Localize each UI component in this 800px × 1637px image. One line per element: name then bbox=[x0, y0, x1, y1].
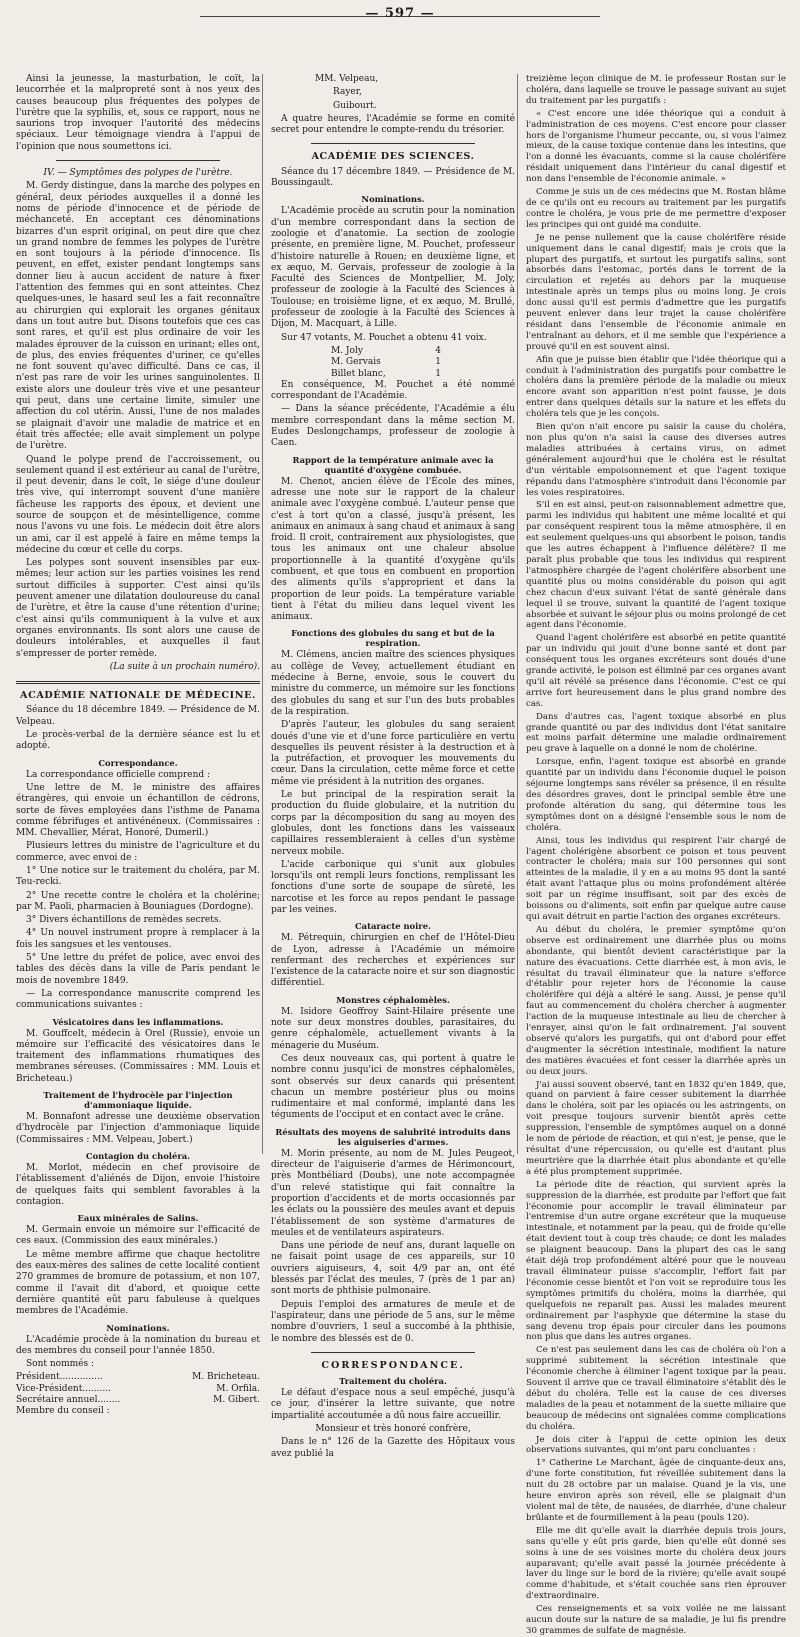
subheading: Cataracte noire. bbox=[355, 921, 431, 932]
paragraph: Ainsi, tous les individus qui respirent l'air chargé de l'agent cholérigène absorbent ce poison et tous peuvent contracter le choléra; mais sur 100 personnes qui sont atteintes de la maladie, il y en a au moins 95 dont la santé était avant l'attaque plus ou moins profondément altérée soit par un régime insuffisant, soit par des excès de boissons ou d'aliments, soit enfin par quelque autre cause qui avait détruit en partie l'action des organes excréteurs. bbox=[526, 835, 786, 922]
paragraph: Je ne pense nullement que la cause cholérifère réside uniquement dans le canal digestif; mais je crois que la plupart des purgatifs, et surtout les purgatifs salins, sont absorbés dans l'estomac, portés dans le torrent de la circulation et rejetés au dehors par la muqueuse intestinale après un temps plus ou moins long. Je crois donc aussi qu'il est permis d'admettre que les purgatifs peuvent enlever dans leur trajet la cause cholérifère résidant dans l'ensemble de l'économie animale en l'entraînant au dehors, et il me semble que l'expérience a prouvé qu'il en est souvent ainsi. bbox=[526, 232, 786, 352]
paragraph: — La correspondance manuscrite comprend les communications suivantes : bbox=[16, 988, 260, 1011]
subheading: Contagion du choléra. bbox=[85, 1150, 191, 1161]
vote-count: 1 bbox=[435, 368, 441, 379]
paragraph: Afin que je puisse bien établir que l'idée théorique qui a conduit à l'administration des purgatifs pour combattre le choléra dans la première période de la maladie ou mieux encore avant son apparition n'est point fausse, je dois entrer dans quelques détails sur la nature et les effets du choléra tels que je les conçois. bbox=[526, 354, 786, 420]
continuation-note: (La suite à un prochain numéro). bbox=[109, 661, 260, 672]
member-name: Rayer, bbox=[333, 87, 362, 98]
paragraph: M. Germain envoie un mémoire sur l'efficacité de ces eaux. (Commission des eaux minérales.) bbox=[16, 1225, 260, 1247]
paragraph: 5° Une lettre du préfet de police, avec envoi des tables des décès dans la ville de Paris pendant le mois de novembre 1849. bbox=[16, 953, 260, 986]
paragraph: — Dans la séance précédente, l'Académie a élu membre correspondant dans la même section M. Eudes Deslongchamps, professeur de zoologie à Caen. bbox=[271, 404, 515, 449]
paragraph: Le défaut d'espace nous a seul empêché, jusqu'à ce jour, d'insérer la lettre suivante, que notre impartialité accoutumée a dû nous faire accueillir. bbox=[271, 1388, 515, 1421]
session-line: Séance du 17 décembre 1849. — Présidence de M. Boussingault. bbox=[271, 166, 515, 189]
paragraph: Lorsque, enfin, l'agent toxique est absorbé en grande quantité par un individu dans l'économie duquel le poison séjourne longtemps sans révéler sa présence, il en résulte des désordres graves, dont le principal semble être une profonde altération du sang, qui détermine tous les symptômes dont on a désigné l'ensemble sous le nom de choléra. bbox=[526, 757, 786, 833]
paragraph: Ces deux nouveaux cas, qui portent à quatre le nombre connu jusqu'ici de monstres céphalomèles, sont observés sur deux canards qui présentent chacun un membre postérieur plus ou moins rudimentaire et mal conformé, implanté dans les téguments de l'occiput et en contact avec le crâne. bbox=[271, 1053, 515, 1121]
paragraph: M. Clémens, ancien maître des sciences physiques au collège de Vevey, actuellement étudiant en médecine à Berne, envoie, sous le couvert du ministre du commerce, un mémoire sur les fonctions des globules du sang et sur l'un des buts probables de la respiration. bbox=[271, 650, 515, 717]
paragraph: M. Isidore Geoffroy Saint-Hilaire présente une note sur deux monstres doubles, parasitaires, du genre céphalomèle, actuellement vivants à la ménagerie du Muséum. bbox=[271, 1006, 515, 1051]
paragraph: 4° Un nouvel instrument propre à remplacer à la fois les sangsues et les ventouses. bbox=[16, 928, 260, 950]
paragraph: M. Gerdy distingue, dans la marche des polypes en général, deux périodes auxquelles il a donné les noms de période d'innocence et de période de méchanceté. En acceptant ces dénominations bizarres d'un esprit original, on peut dire que chez un grand nombre de femmes les polypes de l'urètre en sont toujours à la période d'innocence. Ils peuvent, en effet, exister pendant longtemps sans donner lieu à aucun accident de nature à fixer l'attention des femmes qui en sont atteintes. Chez quelques-unes, le hasard seul les a fait reconnaître au chirurgien qui explorait les organes génitaux dans un tout autre but. Disons toutefois que ces cas sont rares, et qu'il est plus ordinaire de voir les malades éprouver de la cuisson en urinant; elles ont, de plus, des envies fréquentes d'uriner, ce qu'elles ne font souvent qu'avec difficulté. Dans ce cas, il n'est pas rare de voir les urines sanguinolentes. Il existe alors une douleur très vive et une pesanteur qui peut, dans une certaine limite, simuler une affection du col utérin. Aussi, l'une de nos malades se plaignait d'avoir une maladie de matrice et en était très affectée; elle avait simplement un polype de l'urètre. bbox=[16, 181, 260, 452]
paragraph: treizième leçon clinique de M. le professeur Rostan sur le choléra, dans laquelle se trouve le passage suivant au sujet du traitement par les purgatifs : bbox=[526, 74, 786, 106]
separator bbox=[56, 160, 220, 162]
paragraph: Elle me dit qu'elle avait la diarrhée depuis trois jours, sans qu'elle y eût pris garde, bien qu'elle eût donné ses soins à une de ses voisines morte du choléra deux jours auparavant; qu'elle avait passé la journée précédente à laver du linge sur le bord de la rivière; qu'elle avait soupé comme d'habitude, et s'était couchée sans rien éprouver d'extraordinaire. bbox=[526, 1525, 786, 1602]
correspondence-title: CORRESPONDANCE. bbox=[321, 1359, 465, 1371]
paragraph: Le but principal de la respiration serait la production du fluide globulaire, et la nutrition du corps par la décomposition du sang au moyen des globules, dont les fonctions dans les vaisseaux capillaires ressembleraient à celles d'un système nerveux mobile. bbox=[271, 790, 515, 857]
vote-row bbox=[331, 357, 441, 368]
subheading: Correspondance. bbox=[98, 757, 178, 768]
vote-row bbox=[331, 369, 441, 380]
session-line: Séance du 18 décembre 1849. — Présidence de M. Velpeau. bbox=[16, 705, 260, 727]
section-heading: IV. — Symptômes des polypes de l'urètre. bbox=[43, 168, 233, 179]
paragraph: En conséquence, M. Pouchet a été nommé correspondant de l'Académie. bbox=[271, 379, 515, 402]
paragraph: M. Gouffcelt, médecin à Orel (Russie), envoie un mémoire sur l'efficacité des vésicatoires dans le traitement des inflammations rhumatiques des membranes séreuses. (Commissaires : MM. Louis et Bricheteau.) bbox=[16, 1028, 260, 1084]
paragraph: M. Pétrequin, chirurgien en chef de l'Hôtel-Dieu de Lyon, adresse à l'Académie un mémoire renfermant des recherches et expériences sur l'existence de la cataracte noire et sur son diagnostic différentiel. bbox=[271, 933, 515, 989]
paragraph: S'il en est ainsi, peut-on raisonnablement admettre que, parmi les individus qui habitent une même localité et qui par conséquent respirent tous la même atmosphère, il en est seulement quelques-uns qui absorbent le poison, tandis que les autres échappent à l'influence délétère? Il me paraît plus probable que tous les individus qui respirent l'atmosphère chargée de l'agent cholérifère absorbent une quantité plus ou moins considérable du poison qui agit chez chacun d'eux suivant l'état de santé générale dans lequel il se trouve, suivant la quantité de l'agent toxique absorbée et suivant le séjour plus ou moins prolongé de cet agent dans l'économie. bbox=[526, 500, 787, 631]
paragraph: Membre du conseil : bbox=[16, 1406, 110, 1417]
paragraph: Sont nommés : bbox=[26, 1359, 94, 1370]
separator bbox=[311, 143, 475, 145]
paragraph: L'Académie procède à la nomination du bureau et des membres du conseil pour l'année 1850. bbox=[16, 1334, 260, 1356]
column-rule bbox=[517, 74, 518, 1154]
paragraph: Le procès-verbal de la dernière séance est lu et adopté. bbox=[16, 730, 260, 752]
subheading: Rapport de la température animale avec la quantité d'oxygène combuée. bbox=[292, 454, 494, 475]
paragraph: Ce n'est pas seulement dans les cas de choléra où l'on a supprimé subitement la sécrétion intestinale que l'économie cherche à éliminer l'agent toxique par la peau. Souvent il arrive que ce travail éliminatoire s'établit dès le début du choléra. Telle est la cause de ces diverses maladies de la peau et notamment de la suette miliaire que beaucoup de médecins ont signalées comme complications du choléra. bbox=[526, 1345, 786, 1432]
column-rule bbox=[262, 74, 263, 1154]
paragraph: 1° Une notice sur le traitement du choléra, par M. Teu-recki. bbox=[16, 866, 260, 888]
page-number: — 597 — bbox=[0, 8, 800, 19]
academy-title: ACADÉMIE NATIONALE DE MÉDECINE. bbox=[20, 690, 256, 702]
paragraph: M. Morin présente, au nom de M. Jules Peugeot, directeur de l'aiguiserie d'armes de Hérimoncourt, près Montbéliard (Doubs), une note accompagnée d'un relevé statistique qui fait connaître la proportion d'accidents et de morts occasionnés par les éclats ou la poussière des meules avant et depuis l'établissement de son système d'armatures de meules et de ventilateurs aspirateurs. bbox=[271, 1148, 515, 1238]
subheading: Traitement du choléra. bbox=[339, 1376, 447, 1387]
column-1 bbox=[16, 74, 260, 1417]
paragraph: M. Bonnafont adresse une deuxième observation d'hydrocèle par l'injection d'ammoniaque liquide (Commissaires : MM. Velpeau, Jobert.) bbox=[16, 1112, 260, 1145]
subheading: Vésicatoires dans les inflammations. bbox=[52, 1016, 224, 1027]
member-name: MM. Velpeau, bbox=[315, 74, 379, 84]
paragraph: J'ai aussi souvent observé, tant en 1832 qu'en 1849, que, quand on parvient à faire cesser subitement la diarrhée dans le choléra, soit par les opiacés ou les astringents, on voit presque toujours survenir bientôt après cette suppression, l'ensemble de symptômes auquel on a donné le nom de période de réaction, et qui n'est, je pense, que le résultat d'une répercussion, ou qu'elle est d'autant plus meurtrière que la diarrhée était plus abondante et qu'elle a été plus promptement supprimée. bbox=[526, 1079, 786, 1177]
list-item bbox=[16, 1395, 260, 1406]
subheading: Nominations. bbox=[361, 194, 425, 205]
paragraph: 2° Une recette contre le choléra et la cholérine; par M. Paoli, pharmacien à Bouniagues (Dordogne). bbox=[16, 890, 260, 912]
list-item bbox=[16, 1384, 260, 1395]
paragraph: Comme je suis un de ces médecins que M. Rostan blâme de ce qu'ils ont eu recours au traitement par les purgatifs contre le choléra, je vous prie de me permettre d'exposer les principes qui ont guidé ma conduite. bbox=[526, 187, 786, 230]
paragraph: M. Chenot, ancien élève de l'École des mines, adresse une note sur le rapport de la chaleur animale avec l'oxygène combué. L'auteur pense que c'est à tort qu'on a classé, jusqu'à présent, les animaux en animaux à sang chaud et animaux à sang froid. Il croit, contrairement aux physiologistes, que tous les animaux ont une chaleur absolue proportionnelle à la quantité d'oxygène qu'ils combuent, et que tous en combuent en proportion des aliments qu'ils s'approprient et dans la proportion de leur poids. La température variable tient à l'état du milieu dans lequel vivent les animaux. bbox=[271, 476, 515, 623]
role-name: M. Bricheteau. bbox=[192, 1372, 260, 1383]
role-label: Secrétaire annuel........ bbox=[16, 1394, 121, 1405]
paragraph: Au début du choléra, le premier symptôme qu'on observe est ordinairement une diarrhée plus ou moins abondante, qui bientôt devient caractéristique par la nature des évacuations. Cette diarrhée est, à mon avis, le résultat du travail éliminateur que la nature s'efforce d'établir pour rejeter hors de l'économie la cause cholérifère qui déjà a altéré le sang. Aussi, je pense qu'il faut au commencement du choléra chercher à augmenter l'action de la muqueuse intestinale au lieu de chercher à l'enrayer, ainsi qu'on le fait ordinairement. J'ai souvent observé qu'alors les purgatifs, qui ont d'abord pour effet d'augmenter la sécrétion intestinale, modifient la nature des matières évacuées et font cesser la diarrhée après un ou deux jours. bbox=[526, 924, 786, 1077]
paragraph: « C'est encore une idée théorique qui a conduit à l'administration de ces moyens. C'est encore pour classer hors de l'organisme l'humeur peccante, ou, si vous l'aimez mieux, de la cause toxique contenue dans les intestins, que l'on a donné les évacuants, comme si la cause cholérifère résidait uniquement dans l'intérieur du canal digestif et non dans l'ensemble de l'économie animale. » bbox=[526, 108, 786, 185]
subheading: Eaux minérales de Salins. bbox=[77, 1213, 199, 1224]
paragraph: Le même membre affirme que chaque hectolitre des eaux-mères des salines de cette localité contient 270 grammes de bromure de potassium, et non 107, comme il l'avait dit d'abord, et quoique cette dernière quantité eût paru fabuleuse à quelques membres de l'Académie. bbox=[16, 1249, 260, 1317]
paragraph: L'Académie procède au scrutin pour la nomination d'un membre correspondant dans la section de zoologie et d'anatomie. La section de zoologie présente, en première ligne, M. Pouchet, professeur d'histoire naturelle à Rouen; en deuxième ligne, et ex æquo, M. Gervais, professeur de zoologie à la Faculté des Sciences de Montpellier, M. Joly, professeur de zoologie à la Faculté des Sciences à Toulouse; en troisième ligne, et ex æquo, M. Brullé, professeur de zoologie à la Faculté des Sciences à Dijon, M. Macquart, à Lille. bbox=[271, 206, 515, 330]
list-item bbox=[16, 1372, 260, 1383]
paragraph: Dans une période de neuf ans, durant laquelle on ne faisait point usage de ces appareils, sur 10 ouvriers aiguiseurs, 4, soit 4/9 par an, ont été blessés par l'éclat des meules, 7 (près de 1 par an) sont morts de phthisie pulmonaire. bbox=[271, 1241, 515, 1297]
paragraph: 1° Catherine Le Marchant, âgée de cinquante-deux ans, d'une forte constitution, fut réveillée subitement dans la nuit du 28 octobre par un malaise. Quand je la vis, une heure environ après son réveil, elle se plaignait d'un violent mal de tête, de nausées, de diarrhée, d'une chaleur brûlante et de fourmillement à la peau (pouls 120). bbox=[526, 1458, 786, 1523]
paragraph: Bien qu'on n'ait encore pu saisir la cause du choléra, non plus qu'on n'a saisi la cause des diverses autres maladies attribuées à certains virus, on admet généralement aujourd'hui que le choléra est le résultat d'un véritable empoisonnement et que l'agent toxique répandu dans l'atmosphère s'introduit dans l'économie par les voies respiratoires. bbox=[526, 422, 786, 498]
paragraph: Plusieurs lettres du ministre de l'agriculture et du commerce, avec envoi de : bbox=[16, 841, 260, 863]
paragraph: Ces renseignements et sa voix voilée ne me laissant aucun doute sur la nature de sa maladie, je lui fis prendre 30 grammes de sulfate de magnésie. bbox=[526, 1604, 786, 1636]
paragraph: Dans le n° 126 de la Gazette des Hôpitaux vous avez publié la bbox=[271, 1437, 515, 1459]
paragraph: Depuis l'emploi des armatures de meule et de l'aspirateur, dans une période de 5 ans, sur le même nombre d'ouvriers, 1 seul a succombé à la phthisie, le nombre des blessés est de 0. bbox=[271, 1299, 515, 1344]
role-name: M. Orfila. bbox=[216, 1383, 260, 1394]
role-name: M. Gibert. bbox=[213, 1394, 260, 1405]
vote-count: 1 bbox=[435, 357, 441, 368]
academy-title: ACADÉMIE DES SCIENCES. bbox=[311, 151, 475, 163]
column-3 bbox=[526, 74, 787, 1636]
subheading: Résultats des moyens de salubrité introduits dans les aiguiseries d'armes. bbox=[275, 1126, 511, 1147]
paragraph: Quand l'agent cholérifère est absorbé en petite quantité par un individu qui jouit d'une bonne santé et dont par conséquent tous les organes excréteurs sont doués d'une grande activité, le poison est éliminé par ces organes avant qu'il ait révélé sa présence dans l'économie. C'est ce qui arrive fort heureusement dans le plus grand nombre des cas. bbox=[526, 633, 786, 709]
subheading: Fonctions des globules du sang et but de la respiration. bbox=[291, 628, 495, 649]
member-name: Guibourt. bbox=[333, 100, 377, 111]
paragraph: Les polypes sont souvent insensibles par eux-mêmes; leur action sur les parties voisines les rend surtout difficiles à supporter. C'est ainsi qu'ils peuvent amener une dilatation douloureuse du canal de l'urètre, et être la cause d'une rétention d'urine; c'est ainsi qu'ils communiquent à la vulve et aux organes environnants. Ils sont alors une cause de douleurs intolérables, et auxquelles il faut s'empresser de porter remède. bbox=[16, 558, 260, 659]
double-rule bbox=[16, 681, 260, 684]
column-2 bbox=[271, 74, 515, 1459]
paragraph: Je dois citer à l'appui de cette opinion les deux observations suivantes, qui m'ont paru concluantes : bbox=[526, 1434, 786, 1456]
paragraph: L'acide carbonique qui s'unit aux globules lorsqu'ils ont rempli leurs fonctions, remplissant les fonctions d'une sorte de soupape de sûreté, les narcotise et les force au repos pendant le passage par les veines. bbox=[271, 859, 515, 915]
paragraph: Quand le polype prend de l'accroissement, ou seulement quand il est extérieur au canal de l'urètre, il peut devenir, dans le coït, le siége d'une douleur très vive, qui interrompt souvent d'une manière fâcheuse les rapports des époux, et devient une source de soupçon et de mésintelligence, comme nous l'avons vu une fois. Le médecin doit être alors un ami, car il est appelé à faire en même temps la médecine du cœur et celle du corps. bbox=[16, 454, 260, 555]
vote-count: 4 bbox=[435, 345, 441, 356]
role-label: Président............... bbox=[16, 1372, 103, 1383]
paragraph: A quatre heures, l'Académie se forme en comité secret pour entendre le compte-rendu du trésorier. bbox=[271, 113, 515, 136]
subheading: Traitement de l'hydrocèle par l'injection d'ammoniaque liquide. bbox=[43, 1090, 233, 1111]
separator bbox=[311, 1352, 475, 1354]
subheading: Nominations. bbox=[106, 1322, 170, 1333]
paragraph: Une lettre de M. le ministre des affaires étrangères, qui envoie un échantillon de cédrons, sorte de fèves employées dans l'isthme de Panama comme fébrifuges et antivénéneux. (Commissaires : MM. Chevallier, Mérat, Honoré, Dumeril.) bbox=[16, 782, 260, 839]
paragraph: Sur 47 votants, M. Pouchet a obtenu 41 voix. bbox=[281, 332, 487, 343]
vote-name: Billet blanc, bbox=[331, 368, 386, 379]
paragraph: M. Morlot, médecin en chef provisoire de l'établissement d'aliénés de Dijon, envoie l'histoire de quelques faits qui semblent favorables à la contagion. bbox=[16, 1162, 260, 1207]
paragraph: 3° Divers échantillons de remèdes secrets. bbox=[26, 915, 222, 926]
vote-row bbox=[331, 346, 441, 357]
salutation: Monsieur et très honoré confrère, bbox=[315, 1423, 471, 1434]
paragraph: D'après l'auteur, les globules du sang seraient doués d'une vie et d'une force particulière en vertu desquelles ils peuvent résister à la destruction et à la putréfaction, et provoquer les mouvements du cœur. Dans la circulation, cette même force et cette même vie président à la nutrition des organes. bbox=[271, 720, 515, 787]
paragraph: La correspondance officielle comprend : bbox=[26, 769, 211, 780]
paragraph: Dans d'autres cas, l'agent toxique absorbé en plus grande quantité ou par des individus dont l'état sanitaire est moins parfait détermine une maladie ordinairement peu grave à laquelle on a donné le nom de cholérine. bbox=[526, 711, 786, 755]
subheading: Monstres céphalomèles. bbox=[336, 994, 450, 1005]
paragraph: Ainsi la jeunesse, la masturbation, le coït, la leucorrhée et la malpropreté sont à nos yeux des causes beaucoup plus fréquentes des polypes de l'urètre que la syphilis, et, sous ce rapport, nous ne saurions trop invoquer l'autorité des médecins spéciaux. Leur témoignage viendra à l'appui de l'opinion que nous soumettons ici. bbox=[16, 74, 260, 152]
role-label: Vice-Président.......... bbox=[16, 1383, 111, 1394]
vote-name: M. Joly bbox=[331, 345, 363, 356]
paragraph: La période dite de réaction, qui survient après la suppression de la diarrhée, est produite par l'effort que fait l'économie pour accomplir le travail éliminateur par l'entremise d'un autre organe excréteur que la muqueuse intestinale, et notamment par la peau, qui de froide qu'elle était devient tout à coup très chaude; ce dont les malades se plaignent beaucoup. Dans la plupart des cas le sang était déjà trop profondément altéré pour que le nouveau travail éliminateur puisse s'accomplir, l'effort fait par l'économie cesse bientôt et l'on voit se reproduire tous les symptômes primitifs du choléra, moins la diarrhée, qui quelquefois ne reparaît pas. Aussi les malades meurent ordinairement par l'asphyxie que détermine la stase du sang devenu trop épais pour circuler dans les poumons non plus que dans les autres organes. bbox=[526, 1179, 786, 1343]
vote-name: M. Gervais bbox=[331, 357, 381, 368]
